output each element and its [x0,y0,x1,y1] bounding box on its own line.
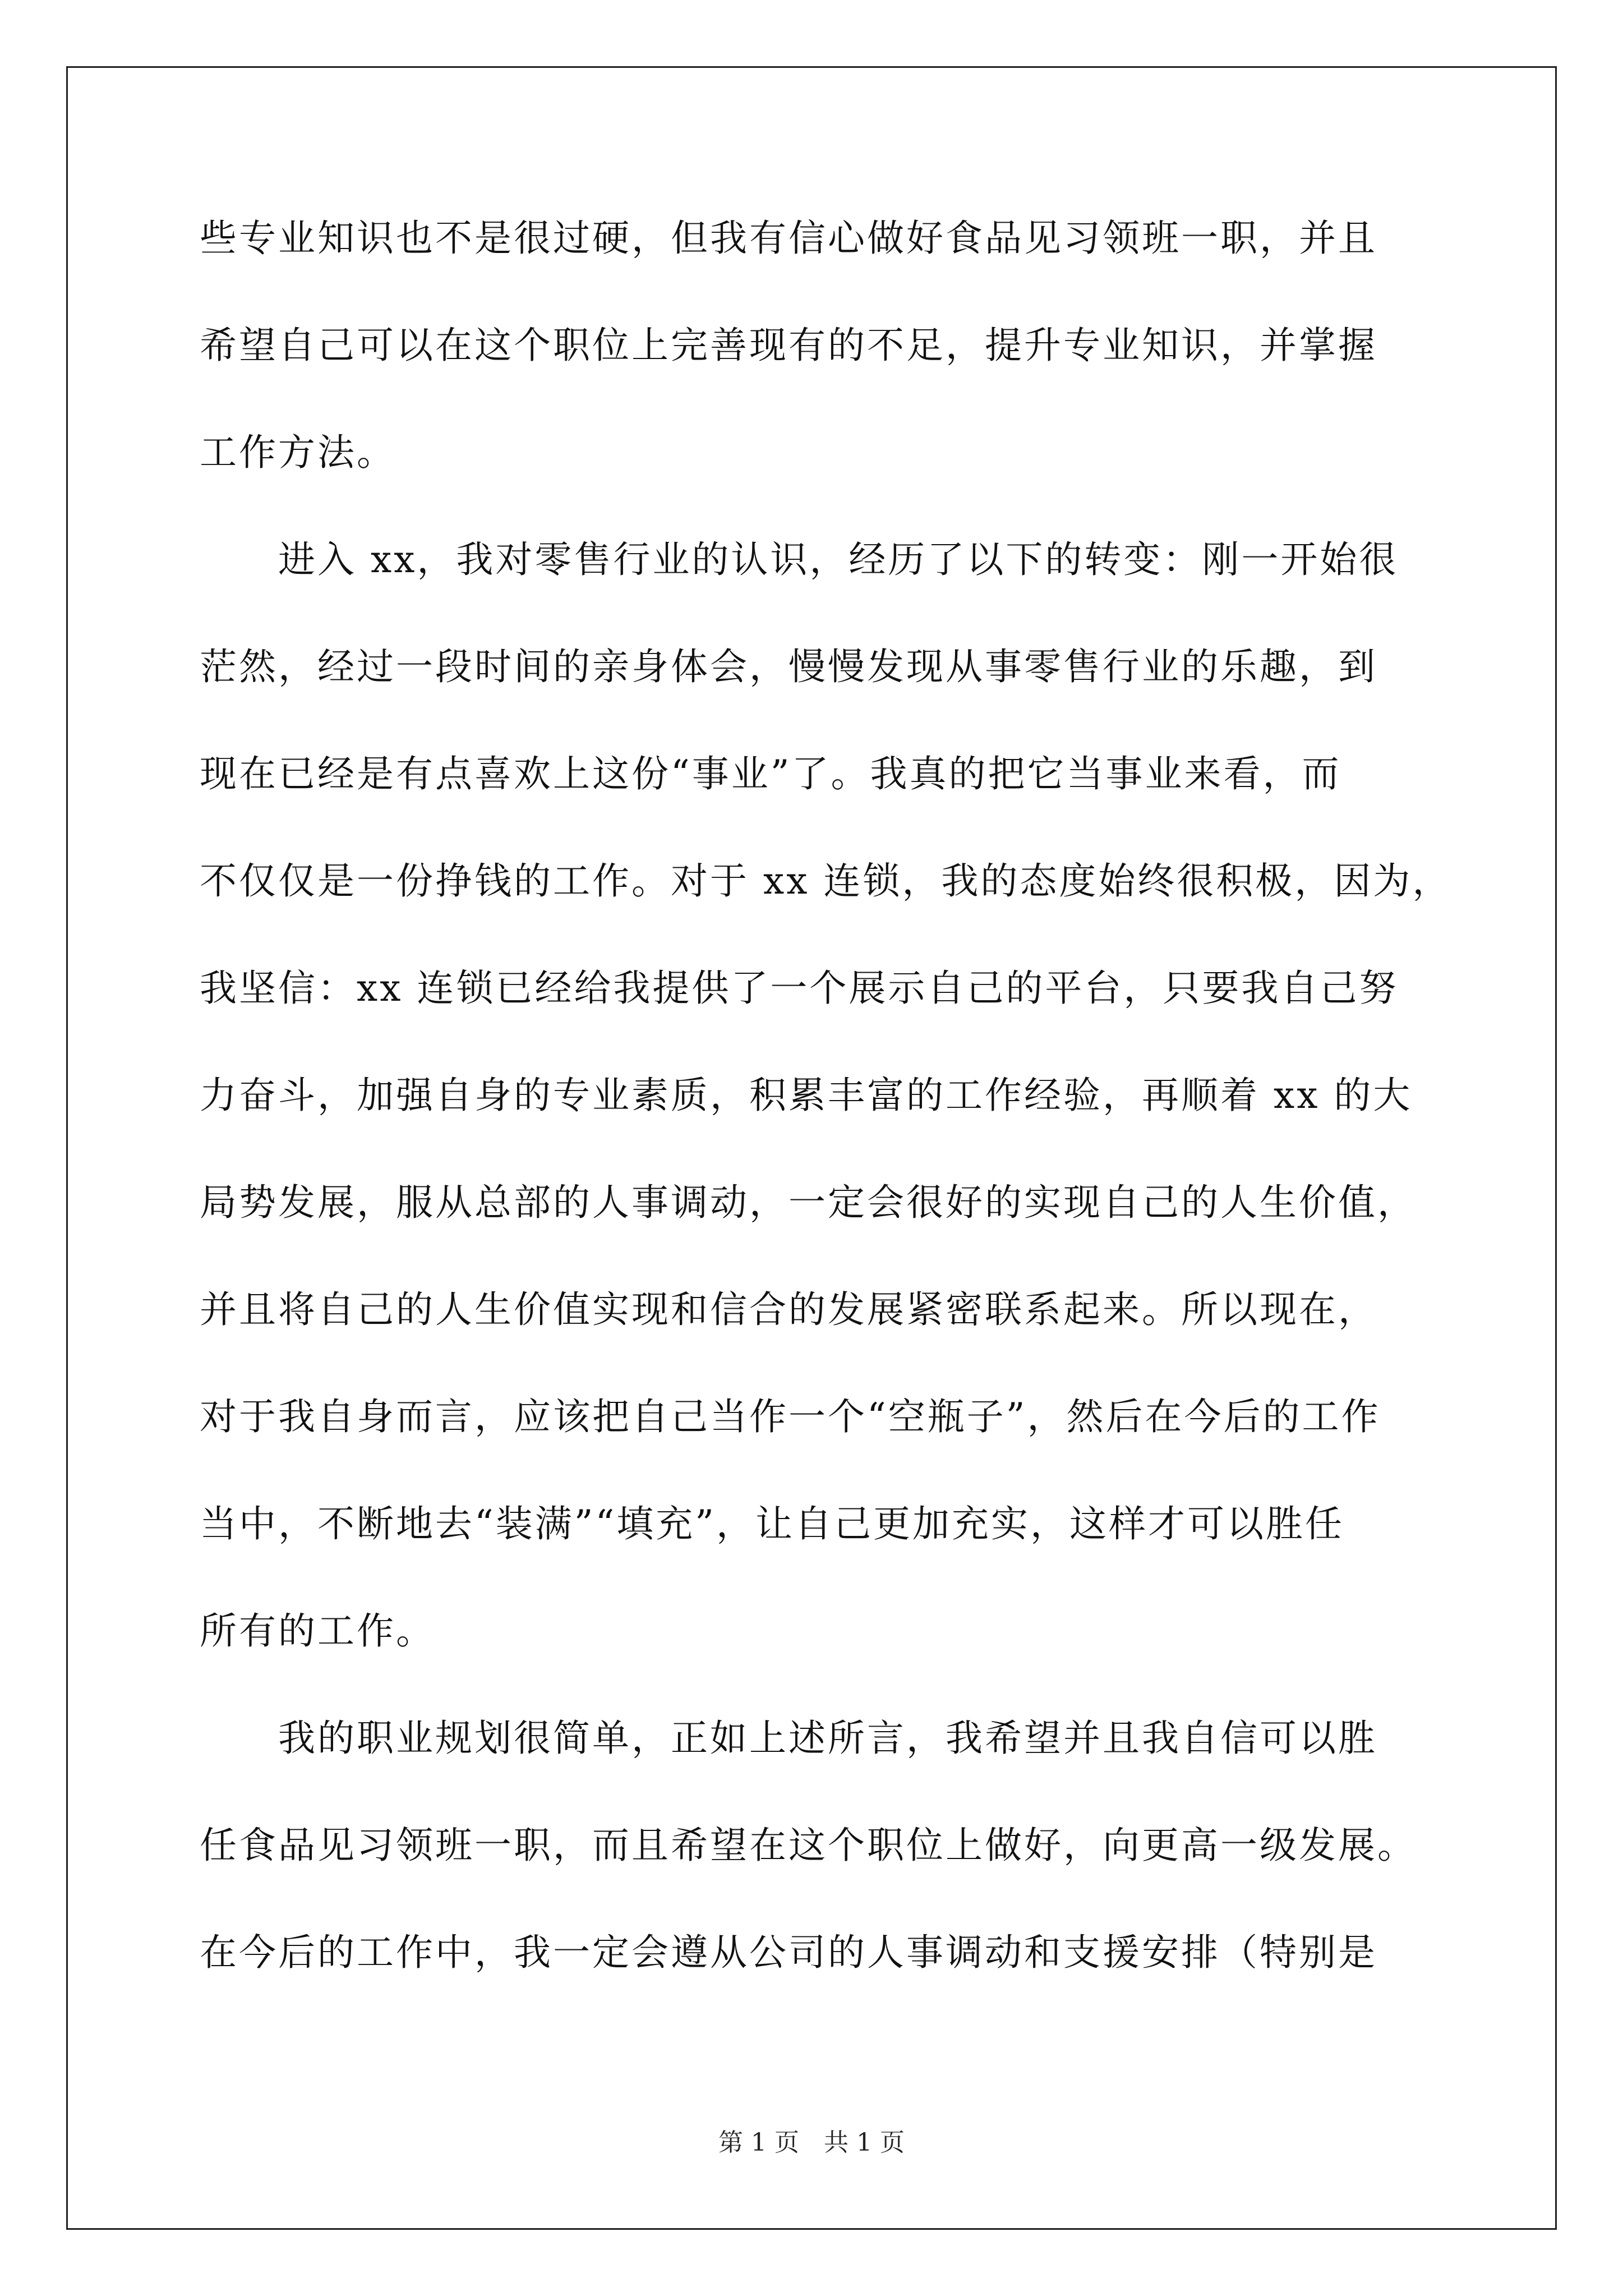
document-body [200,208,1450,2029]
text-line-14: 所有的工作。 [200,1609,435,1653]
page-footer: 第 1 页 共 1 页 [718,2128,905,2157]
text-line-7: 不仅仅是一份挣钱的工作。对于 xx 连锁，我的态度始终很积极，因为， [200,859,1452,903]
text-line-17: 在今后的工作中，我一定会遵从公司的人事调动和支援安排（特别是 [200,1931,1377,1974]
text-line-10: 局势发展，服从总部的人事调动，一定会很好的实现自己的人生价值， [200,1181,1417,1224]
text-line-15: 我的职业规划很简单，正如上述所言，我希望并且我自信可以胜 [278,1717,1377,1760]
text-line-12: 对于我自身而言，应该把自己当作一个“空瓶子”，然后在今后的工作 [200,1395,1381,1438]
text-line-13: 当中，不断地去“装满”“填充”，让自己更加充实，这样才可以胜任 [200,1502,1344,1545]
text-line-1: 些专业知识也不是很过硬，但我有信心做好食品见习领班一职，并且 [200,217,1377,260]
text-line-5: 茫然，经过一段时间的亲身体会，慢慢发现从事零售行业的乐趣，到 [200,645,1377,688]
text-line-8: 我坚信：xx 连锁已经给我提供了一个展示自己的平台，只要我自己努 [200,967,1399,1010]
text-line-4: 进入 xx，我对零售行业的认识，经历了以下的转变：刚一开始很 [278,538,1399,581]
text-line-9: 力奋斗，加强自身的专业素质，积累丰富的工作经验，再顺着 xx 的大 [200,1074,1413,1117]
text-line-6: 现在已经是有点喜欢上这份“事业”了。我真的把它当事业来看，而 [200,752,1341,795]
text-line-2: 希望自己可以在这个职位上完善现有的不足，提升专业知识，并掌握 [200,324,1377,367]
text-line-16: 任食品见习领班一职，而且希望在这个职位上做好，向更高一级发展。 [200,1824,1417,1867]
text-line-11: 并且将自己的人生价值实现和信合的发展紧密联系起来。所以现在， [200,1288,1377,1331]
text-line-3: 工作方法。 [200,431,396,474]
